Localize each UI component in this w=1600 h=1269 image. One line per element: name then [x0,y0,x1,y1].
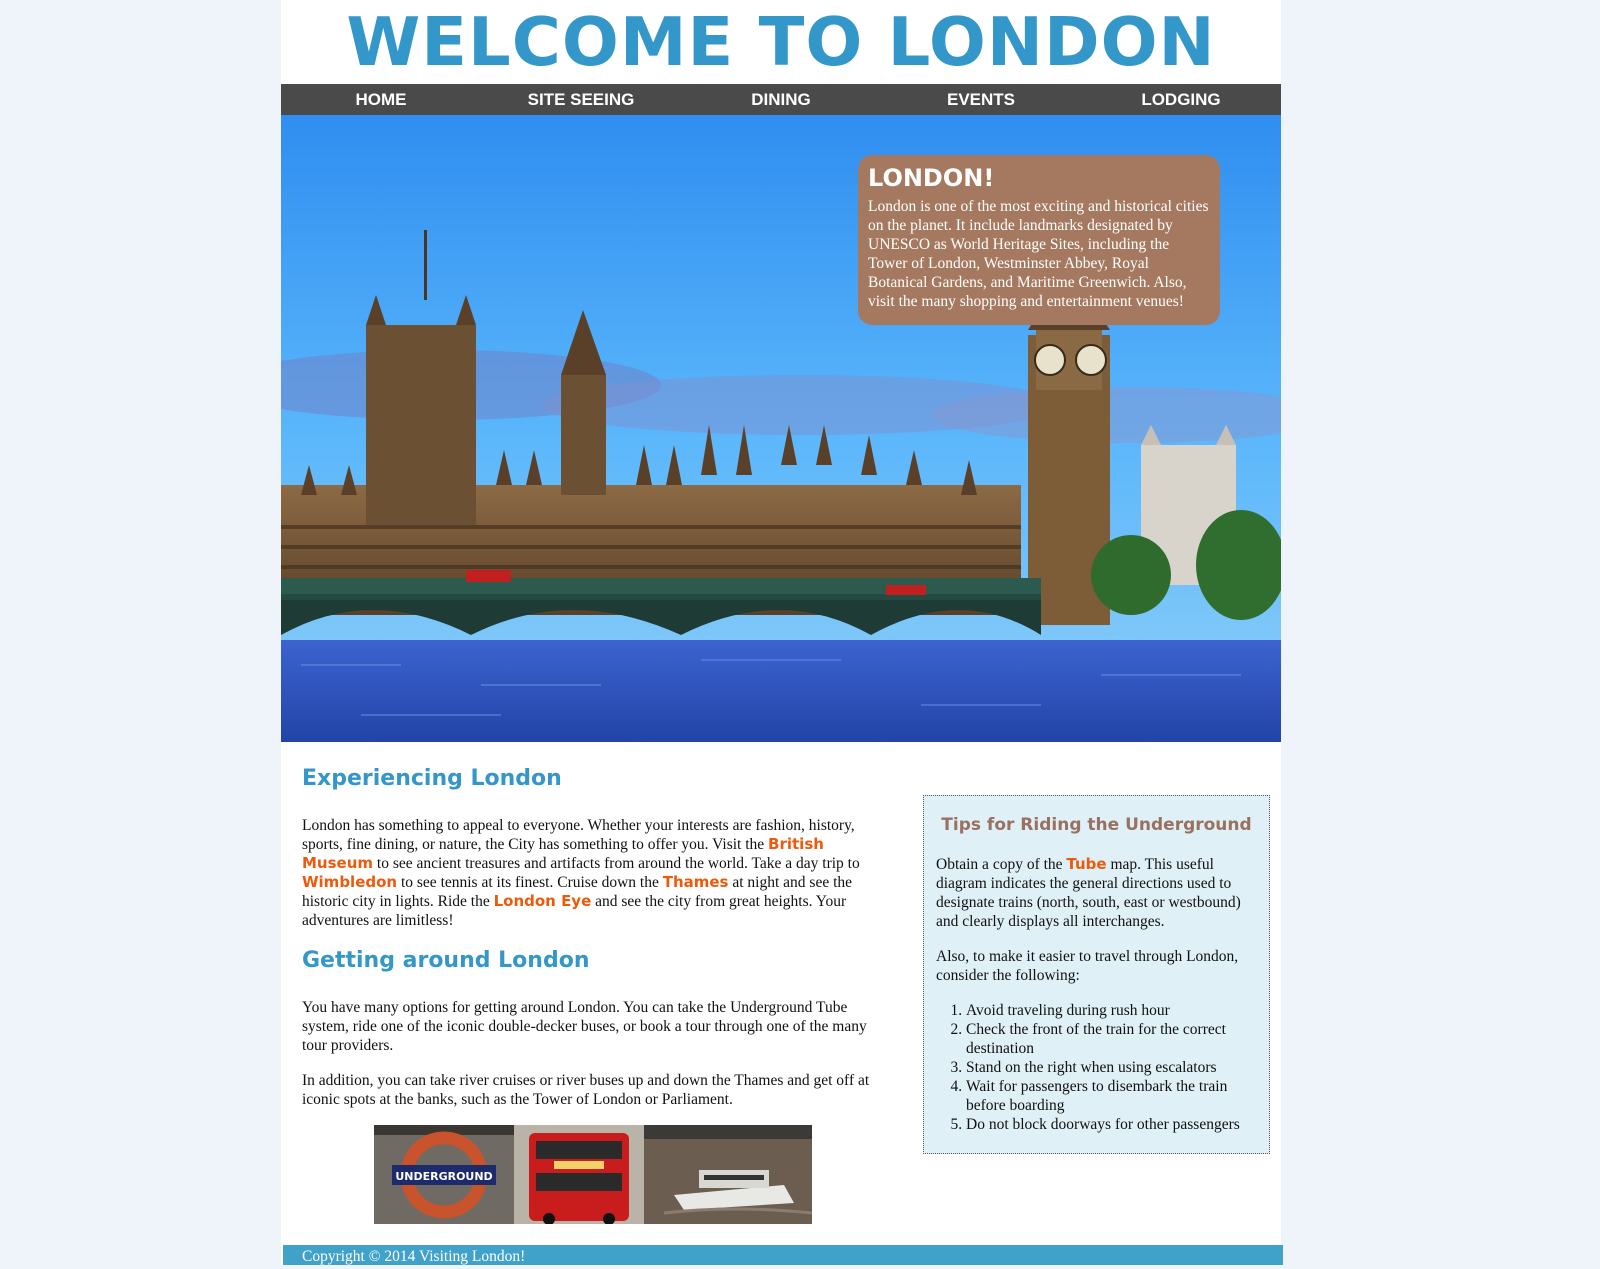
river-boat-photo [644,1125,812,1224]
transport-photo-strip [374,1125,812,1224]
tip-item: 1. Avoid traveling during rush hour [966,1001,1257,1020]
underground-sign-photo [374,1125,514,1224]
nav-events[interactable]: EVENTS [946,90,1016,109]
callout-text: London is one of the most exciting and historical cities on the planet. It include landmarks designated by UNESCO as World Heritage Sites, including the Tower of London, Westminster Abbey, Royal Botanical Gardens, and Maritime Greenwich. Also, visit the many shopping and entertainment venues! [868,198,1209,310]
tips-paragraph-1: Obtain a copy of the Tube map. This useful diagram indicates the general directions used to designate trains (north, south, east or westbound) and clearly displays all interchanges. [936,855,1241,930]
wimbledon-link[interactable]: Wimbledon [302,873,398,891]
nav-lodging[interactable]: LODGING [1141,90,1221,109]
london-callout [858,155,1220,325]
london-eye-link[interactable]: London Eye [493,892,592,910]
footer: Copyright © 2014 Visiting London! [283,1245,1283,1265]
tip-item: 3. Stand on the right when using escalators [966,1058,1257,1077]
tips-box [923,795,1270,1154]
tip-item: 2. Check the front of the train for the correct destination [966,1020,1257,1058]
thames-link[interactable]: Thames [662,873,729,891]
getting-around-paragraph-2: In addition, you can take river cruises or river buses up and down the Thames and get off at iconic spots at the banks, such as the Tower of London or Parliament. [302,1072,870,1108]
tip-item: 4. Wait for passengers to disembark the train before boarding [966,1077,1257,1115]
site-title: WELCOME TO LONDON [346,3,1216,81]
tips-paragraph-2: Also, to make it easier to travel through London, consider the following: [936,948,1239,984]
nav-site-seeing[interactable]: SITE SEEING [527,90,635,109]
underground-sign-text: UNDERGROUND [395,1170,493,1183]
getting-around-heading: Getting around London [302,948,590,973]
nav-home[interactable]: HOME [355,90,407,109]
tips-heading: Tips for Riding the Underground [941,815,1252,835]
callout-title: LONDON! [868,164,995,192]
experiencing-heading: Experiencing London [302,766,562,791]
double-decker-bus-photo [514,1125,644,1224]
experiencing-paragraph: London has something to appeal to everyone. Whether your interests are fashion, history, sports, fine dining, or nature, the City has something to offer you. Visit the British Museum to see ancient treasures and artifacts from around the world. Take a day trip to Wimbledon to see tennis at its finest. Cruise down the Thames at night and see the historic city in lights. Ride the London Eye and see the city from great heights. Your adventures are limitless! [302,817,860,929]
tip-item: 5. Do not block doorways for other passengers [966,1115,1257,1134]
british-museum-link[interactable]: British Museum [302,835,824,872]
main-nav [281,84,1281,115]
nav-dining[interactable]: DINING [751,90,811,109]
page-container [281,0,1281,1265]
hero-banner [281,115,1281,742]
main-content [302,760,877,1125]
tube-link[interactable]: Tube [1066,855,1107,873]
getting-around-paragraph-1: You have many options for getting around London. You can take the Underground Tube system, ride one of the iconic double-decker buses, or book a tour through one of the many tour providers. [302,999,867,1054]
tips-list [936,1001,1257,1134]
